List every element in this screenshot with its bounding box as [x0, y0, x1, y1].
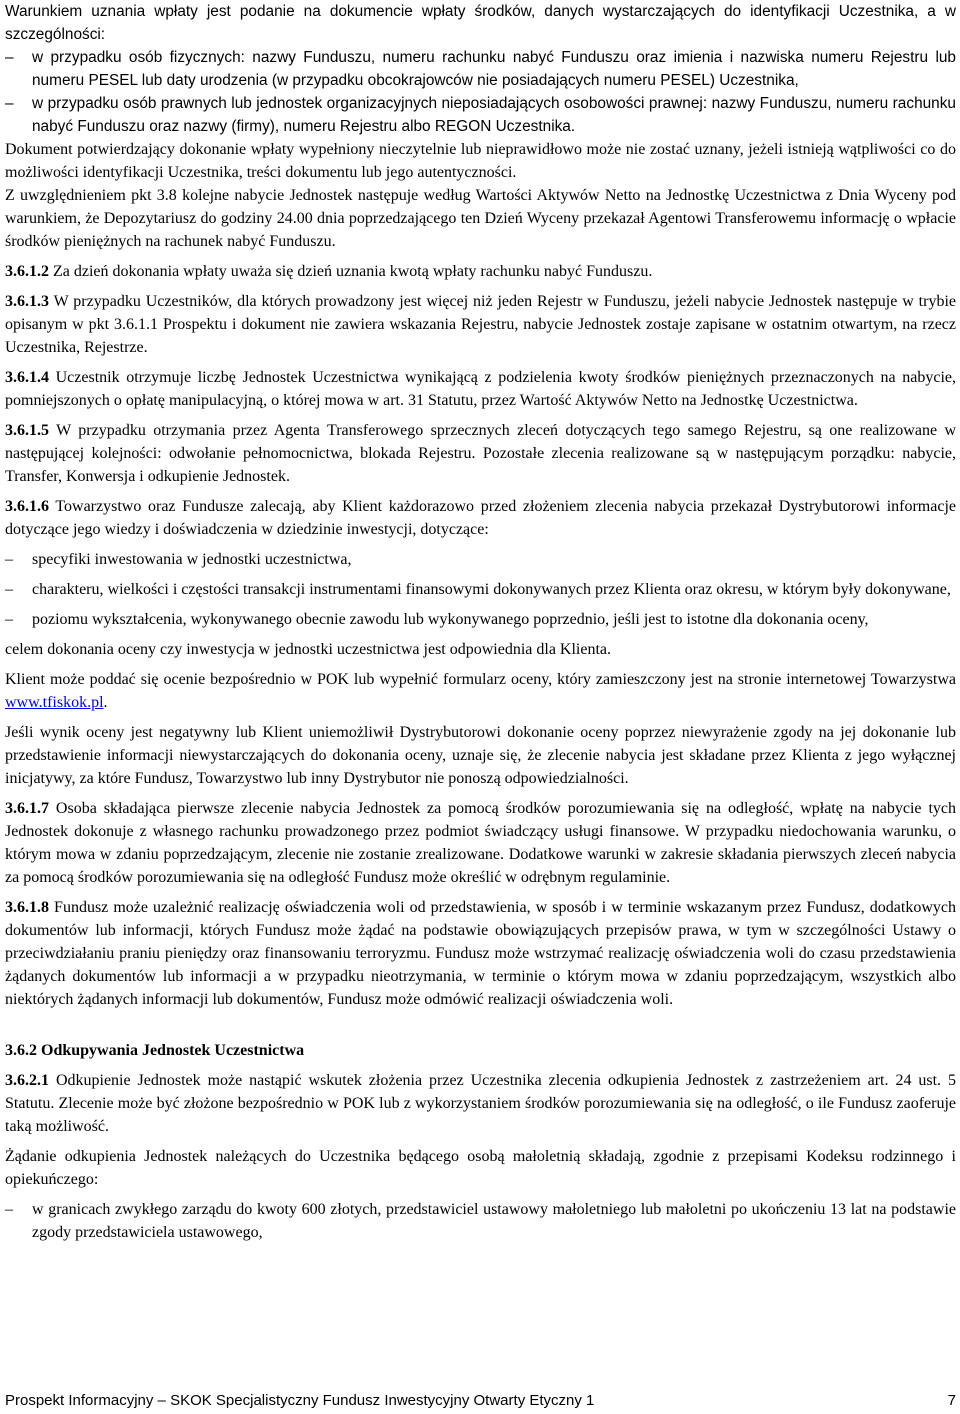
dash-marker: –	[5, 581, 13, 598]
section-3-6-1-6: 3.6.1.6 Towarzystwo oraz Fundusze zalecają, aby Klient każdorazowo przed złożeniem zlecenia nabycia przekazał Dystrybutorowi informacje dotyczące jego wiedzy i doświadczenia w dziedzinie inwestycji, dotyczące:	[5, 498, 956, 538]
section-3-6-2-1: 3.6.2.1 Odkupienie Jednostek może nastąpić wskutek złożenia przez Uczestnika zlecenia odkupienia Jednostek z zastrzeżeniem art. 24 ust. 5 Statutu. Zlecenie może być złożone bezpośrednio w POK lub z wykorzystaniem środków porozumiewania się na odległość, o ile Fundusz zaoferuje taką możliwość.	[5, 1072, 956, 1135]
section-number: 3.6.1.2	[5, 263, 49, 280]
section-number: 3.6.1.8	[5, 899, 49, 916]
section-heading-3-6-2: 3.6.2 Odkupywania Jednostek Uczestnictwa	[5, 1042, 305, 1059]
paragraph-minor-redemption: Żądanie odkupienia Jednostek należących do Uczestnika będącego osobą małoletnią składają, zgodnie z przepisami Kodeksu rodzinnego i opiekuńczego:	[5, 1148, 956, 1188]
dash-marker: –	[5, 611, 13, 628]
section-3-6-1-3: 3.6.1.3 W przypadku Uczestników, dla których prowadzony jest więcej niż jeden Rejestr w Funduszu, jeżeli nabycie Jednostek następuje w trybie opisanym w pkt 3.6.1.1 Prospektu i dokument nie zawiera wskazania Rejestru, nabycie Jednostek zostaje zapisane w ostatnim otwartym, na rzecz Uczestnika, Rejestrze.	[5, 293, 956, 356]
section-3-6-1-4: 3.6.1.4 Uczestnik otrzymuje liczbę Jednostek Uczestnictwa wynikającą z podzielenia kwoty środków pieniężnych przeznaczonych na nabycie, pomniejszonych o opłatę manipulacyjną, o której mowa w art. 31 Statutu, przez Wartość Aktywów Netto na Jednostkę Uczestnictwa.	[5, 369, 956, 409]
section-number: 3.6.2.1	[5, 1072, 49, 1089]
dash-marker: –	[5, 49, 14, 66]
dash-marker: –	[5, 95, 14, 112]
section-3-6-1-8: 3.6.1.8 Fundusz może uzależnić realizację oświadczenia woli od przedstawienia, w sposób i w terminie wskazanym przez Fundusz, dodatkowych dokumentów lub informacji, których Fundusz może żądać na podstawie obowiązujących przepisów prawa, w tym w szczególności Ustawy o przeciwdziałaniu praniu pieniędzy oraz finansowaniu terroryzmu. Fundusz może wstrzymać realizację oświadczenia woli do czasu przedstawienia żądanych dokumentów lub informacji a w przypadku nieotrzymania, w terminie o którym mowa w zdaniu poprzedzającym, wszystkich albo niektórych żądanych informacji lub dokumentów, Fundusz może odmówić realizacji oświadczenia woli.	[5, 899, 956, 1008]
paragraph-negative-assessment: Jeśli wynik oceny jest negatywny lub Klient uniemożliwił Dystrybutorowi dokonanie oceny poprzez niewyrażenie zgody na jej dokonanie lub przedstawienie informacji niewystarczających do dokonania oceny, uznaje się, że zlecenie nabycia jest składane przez Klienta z jego wyłącznej inicjatywy, za które Fundusz, Towarzystwo lub inny Dystrybutor nie ponoszą odpowiedzialności.	[5, 724, 956, 787]
paragraph-document-validity: Dokument potwierdzający dokonanie wpłaty wypełniony nieczytelnie lub nieprawidłowo może nie zostać uznany, jeżeli istnieją wątpliwości co do możliwości identyfikacji Uczestnika, treści dokumentu lub jego autentyczności.	[5, 141, 956, 181]
document-body	[5, 0, 956, 1244]
section-number: 3.6.1.7	[5, 800, 49, 817]
footer-title: Prospekt Informacyjny – SKOK Specjalistyczny Fundusz Inwestycyjny Otwarty Etyczny 1	[5, 1392, 595, 1409]
section-number: 3.6.1.3	[5, 293, 49, 310]
list-item-transactions: – charakteru, wielkości i częstości transakcji instrumentami finansowymi dokonywanych przez Klienta oraz okresu, w którym były dokonywane,	[5, 578, 956, 601]
paragraph-subsequent-purchase: Z uwzględnieniem pkt 3.8 kolejne nabycie Jednostek następuje według Wartości Aktywów Netto na Jednostkę Uczestnictwa z Dnia Wyceny pod warunkiem, że Depozytariusz do godziny 24.00 dnia poprzedzającego ten Dzień Wyceny przekazał Agentowi Transferowemu informację o wpłacie środków pieniężnych na rachunek nabyć Funduszu.	[5, 187, 956, 250]
paragraph-assessment-form: Klient może poddać się ocenie bezpośrednio w POK lub wypełnić formularz oceny, który zamieszczony jest na stronie internetowej Towarzystwa www.tfiskok.pl.	[5, 671, 956, 711]
website-link[interactable]: www.tfiskok.pl	[5, 694, 104, 711]
page-footer	[5, 1391, 956, 1411]
list-item-education: – poziomu wykształcenia, wykonywanego obecnie zawodu lub wykonywanego poprzednio, jeśli jest to istotne dla dokonania oceny,	[5, 608, 956, 631]
page-number: 7	[947, 1392, 956, 1409]
list-item-ordinary-management: – w granicach zwykłego zarządu do kwoty 600 złotych, przedstawiciel ustawowy małoletniego lub małoletni po ukończeniu 13 lat na podstawie zgody przedstawiciela ustawowego,	[5, 1198, 956, 1244]
section-3-6-1-5: 3.6.1.5 W przypadku otrzymania przez Agenta Transferowego sprzecznych zleceń dotyczących tego samego Rejestru, są one realizowane w następującej kolejności: odwołanie pełnomocnictwa, blokada Rejestru. Pozostałe zlecenia realizowane są w następującym porządku: nabycie, Transfer, Konwersja i odkupienie Jednostek.	[5, 422, 956, 485]
section-number: 3.6.1.5	[5, 422, 49, 439]
dash-marker: –	[5, 551, 13, 568]
dash-marker: –	[5, 1201, 13, 1218]
list-item-natural-persons: – w przypadku osób fizycznych: nazwy Funduszu, numeru rachunku nabyć Funduszu oraz imienia i nazwiska numeru Rejestru lub numeru PESEL lub daty urodzenia (w przypadku obcokrajowców nie posiadających numeru PESEL) Uczestnika,	[5, 46, 956, 92]
section-number: 3.6.1.4	[5, 369, 49, 386]
list-item-specifics: – specyfiki inwestowania w jednostki uczestnictwa,	[5, 548, 956, 571]
paragraph-assessment-purpose: celem dokonania oceny czy inwestycja w jednostki uczestnictwa jest odpowiednia dla Klienta.	[5, 641, 612, 658]
list-item-legal-persons: – w przypadku osób prawnych lub jednostek organizacyjnych nieposiadających osobowości prawnej: nazwy Funduszu, numeru rachunku nabyć Funduszu oraz nazwy (firmy), numeru Rejestru albo REGON Uczestnika.	[5, 92, 956, 138]
section-3-6-1-2: 3.6.1.2 Za dzień dokonania wpłaty uważa się dzień uznania kwotą wpłaty rachunku nabyć Funduszu.	[5, 263, 653, 280]
section-3-6-1-7: 3.6.1.7 Osoba składająca pierwsze zlecenie nabycia Jednostek za pomocą środków porozumiewania się na odległość, wpłatę na nabycie tych Jednostek dokonuje z własnego rachunku prowadzonego przez podmiot świadczący usługi finansowe. W przypadku niedochowania warunku, o którym mowa w zdaniu poprzedzającym, zlecenie nie zostanie zrealizowane. Dodatkowe warunki w zakresie składania pierwszych zleceń nabycia za pomocą środków porozumiewania się na odległość Fundusz może określić w odrębnym regulaminie.	[5, 800, 956, 886]
paragraph-payment-conditions: Warunkiem uznania wpłaty jest podanie na dokumencie wpłaty środków, danych wystarczających do identyfikacji Uczestnika, a w szczególności:	[5, 3, 956, 43]
section-number: 3.6.1.6	[5, 498, 49, 515]
